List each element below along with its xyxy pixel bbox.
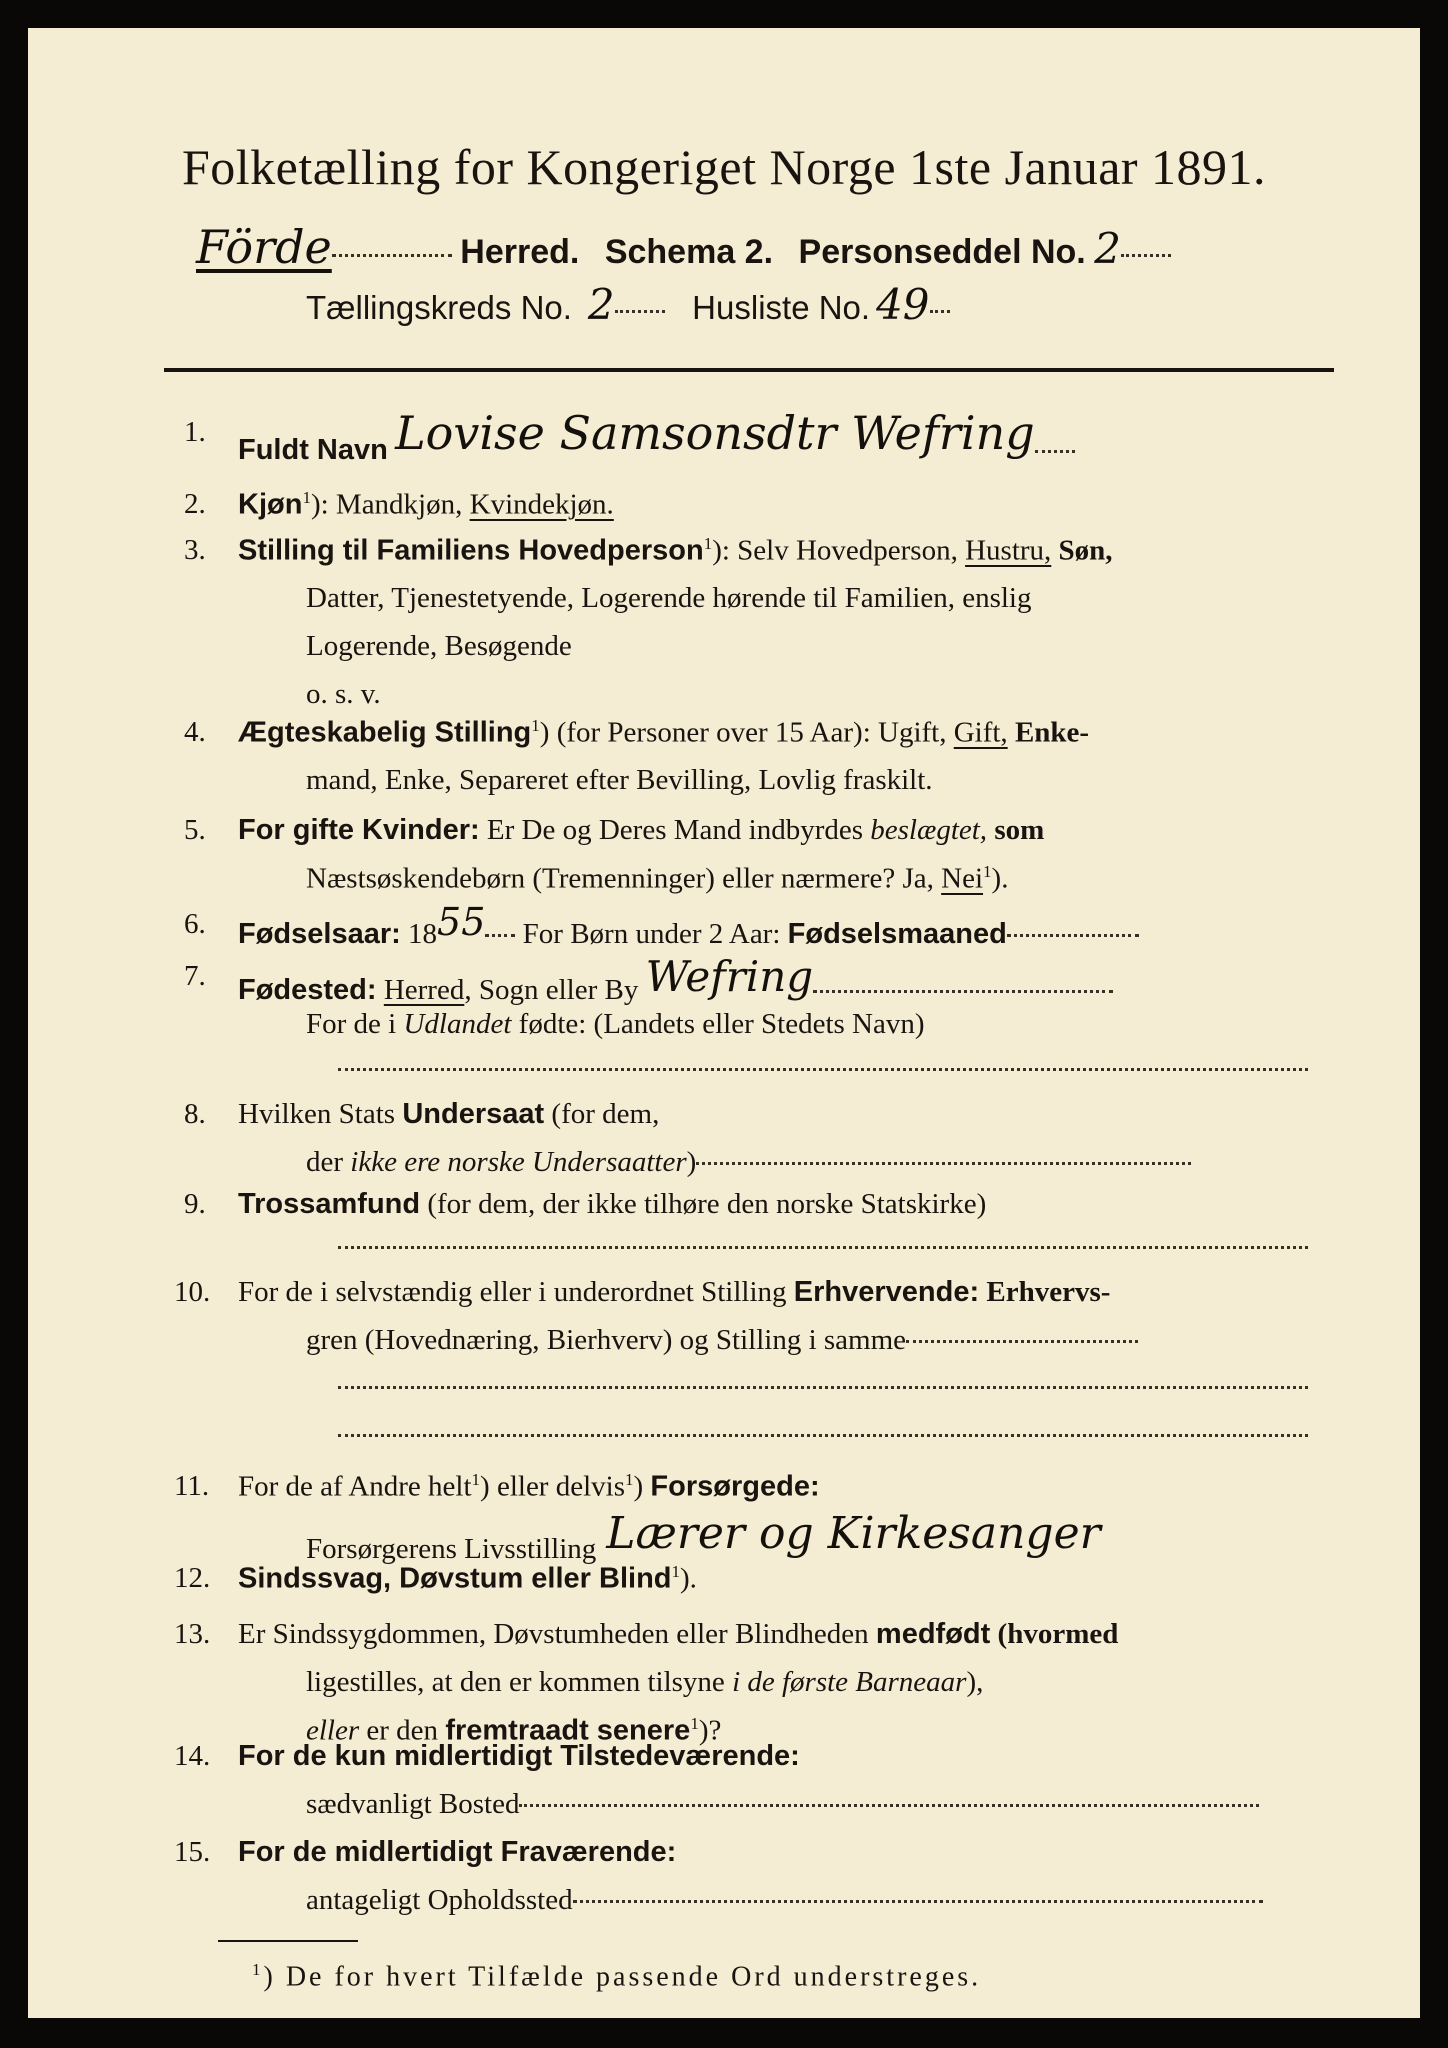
kreds-label: Tællingskreds No. xyxy=(306,289,572,326)
blank-line xyxy=(338,1246,1308,1249)
blank-line xyxy=(338,1386,1308,1389)
q1-label: Fuldt Navn xyxy=(238,434,388,466)
husliste-no: 49 xyxy=(876,280,930,329)
q1-answer: Lovise Samsonsdtr Wefring xyxy=(395,406,1035,460)
q6-answer: 55 xyxy=(437,900,486,944)
header-line-kreds xyxy=(306,280,950,329)
q11-answer: Lærer og Kirkesanger xyxy=(606,1508,1101,1559)
personseddel-label: Personseddel No. xyxy=(798,233,1086,271)
herred-name: Förde xyxy=(196,220,332,274)
personseddel-no: 2 xyxy=(1094,224,1121,273)
footnote-divider xyxy=(218,1940,358,1942)
dotted-line xyxy=(332,254,452,257)
schema-label: Schema 2. xyxy=(604,233,774,271)
form-title: Folketælling for Kongeriget Norge 1ste Januar 1891. xyxy=(181,139,1267,195)
q7-answer: Wefring xyxy=(645,952,814,1001)
footnote: $^1$) De for hvert Tilfælde passende Ord understreges. xyxy=(252,1960,982,1993)
kreds-no: 2 xyxy=(587,280,615,329)
husliste-label: Husliste No. xyxy=(692,289,871,326)
header-divider xyxy=(164,368,1334,372)
blank-line xyxy=(338,1434,1308,1437)
herred-label: Herred. xyxy=(460,233,580,271)
header-line-herred xyxy=(196,220,1171,274)
blank-line xyxy=(338,1068,1308,1071)
census-form: Folketælling for Kongeriget Norge 1ste Januar 1891. Förde Herred. Schema 2. Personseddel No. 2 Tællingskreds No. 2 Husliste No. 49 1. Fuldt Navn Lovise Samsonsdtr Wefring 2. Kjøn$^1$): Mandkjøn, Kvindekjøn. 3. Stilling til Familiens Hovedperson$^1$): Selv Hovedperson, Hustru, Søn, Datter, Tjenestetyende, Logerende hørende til Familien, enslig Logerende, Besøgende o. s. v. 4. Ægteskabelig Stilling$^1$) (for Personer over 15 Aar): Ugift, Gift, Enke- mand, Enke, Separeret efter Bevilling, Lovlig fraskilt. 5. For gifte Kvinder: Er De og Deres Mand indbyrdes beslægtet, som Næstsøskendebørn (Tremenninger) eller nærmere? Ja, Nei$^1$). 6. Fødselsaar: 1855 For Børn under 2 Aar: Fødselsmaaned 7. Fødested: Herred, Sogn eller By Wefring For de i Udlandet fødte: (Landets eller Stedets Navn) 8. Hvilken Stats Undersaat (for dem, der ikke ere norske Undersaatter) 9. Trossamfund (for dem, der ikke tilhøre den norske Statskirke) 10. For de i selvstændig eller i underordnet Stilling Erhvervende: Erhvervs- gren (Hovednæring, Bierhverv) og Stilling i samme 11. For de af Andre helt$^1$) eller delvis$^1$) Forsørgede: Forsørgerens Livsstilling Lærer og Kirkesanger 12. Sindssvag, Døvstum eller Blind$^1$). 13. Er Sindssygdommen, Døvstumheden eller Blindheden medfødt (hvormed ligestilles, at den er kommen tilsyne i de første Barneaar), eller er den fremtraadt senere$^1$)? 14. For de kun midlertidigt Tilstedeværende: sædvanligt Bosted 15. For de midlertidigt Fraværende: antageligt Opholdssted $^1$) De for hvert Tilfælde passende Ord understreges. xyxy=(28,28,1420,2018)
